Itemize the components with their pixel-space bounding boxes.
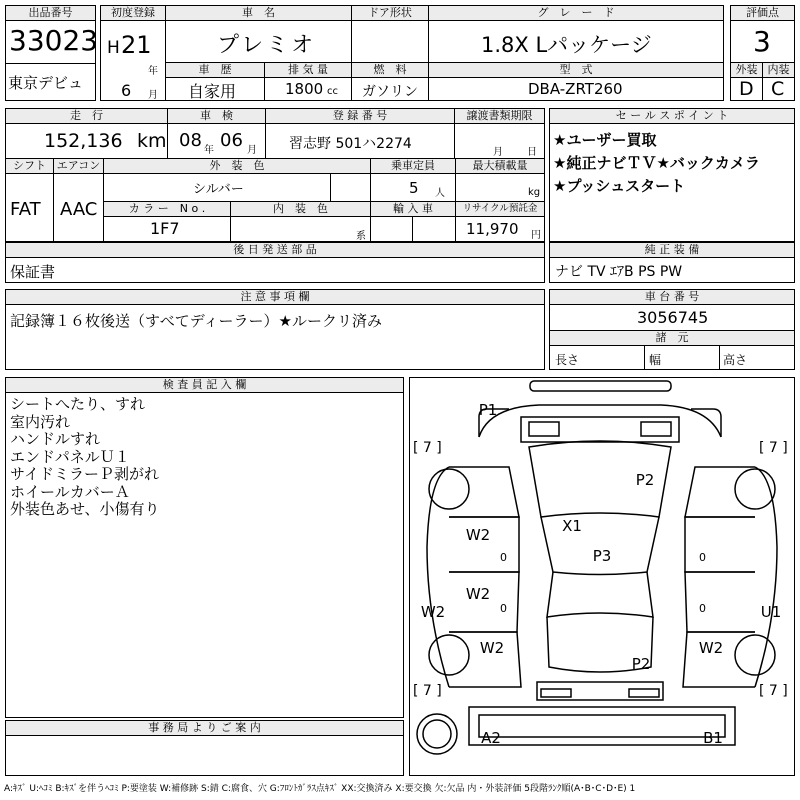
import-car-divider	[412, 216, 413, 242]
shift-label: シフト	[5, 158, 54, 174]
transfer-deadline-label: 譲渡書類期限	[454, 108, 545, 124]
color-number-label: カ ラ ー N o .	[103, 201, 231, 217]
import-car-label: 輸 入 車	[370, 201, 456, 217]
inspection-label: 車 検	[167, 108, 266, 124]
era-letter: H	[107, 38, 120, 58]
notes-label: 注 意 事 項 欄	[5, 289, 545, 305]
car-diagram	[409, 377, 795, 776]
zero-right-2: 0	[699, 602, 706, 615]
inspector-line-2: 室内汚れ	[10, 412, 71, 431]
zero-left-1: 0	[500, 551, 507, 564]
mark-p2-front: P2	[635, 471, 655, 489]
capacity-label: 乗車定員	[370, 158, 456, 174]
car-name-label: 車 名	[165, 5, 352, 21]
displacement-label: 排 気 量	[264, 62, 352, 78]
model-code: DBA-ZRT260	[528, 80, 623, 98]
inspection-year: 08	[179, 130, 202, 151]
inspector-line-7: 外装色あせ、小傷有り	[10, 500, 160, 518]
car-history-label: 車 歴	[165, 62, 265, 78]
parts-value: 保証書	[10, 263, 56, 281]
equipment-label: 純 正 装 備	[549, 242, 795, 258]
import-car-box	[370, 216, 456, 242]
mileage-label: 走 行	[5, 108, 168, 124]
chassis-number: 3056745	[637, 308, 709, 327]
inspector-line-5: サイドミラーＰ剥がれ	[10, 465, 159, 483]
sales-point-3: ★プッシュスタート	[553, 177, 686, 195]
sales-point-label: セ ー ル ス ポ イ ン ト	[549, 108, 795, 124]
exterior-color-divider	[330, 173, 331, 202]
year-unit: 年	[148, 66, 158, 77]
max-load-label: 最大積載量	[455, 158, 545, 174]
door-type-box	[351, 20, 429, 63]
air-conditioner: AAC	[60, 199, 98, 220]
shift: FAT	[10, 199, 41, 220]
door-type-label: ドア形状	[351, 5, 429, 21]
interior-color-box	[230, 216, 371, 242]
recycle-deposit-label: リサイクル預託金	[455, 201, 545, 217]
mark-p1: P1	[478, 401, 498, 419]
notes-value: 記録簿１６枚後送（すべてディーラー）★ルークリ済み	[10, 312, 382, 330]
dimensions-divider-1	[644, 345, 645, 370]
score-label: 評価点	[730, 5, 795, 21]
width-label: 幅	[649, 353, 662, 367]
car-name: プレミオ	[217, 33, 317, 58]
venue-name: 東京デビュ	[8, 74, 84, 92]
inspector-line-1: シートへたり、すれ	[10, 395, 146, 413]
transfer-day-unit: 日	[527, 147, 537, 158]
sales-point-2: ★純正ナビＴＶ★バックカメラ	[553, 154, 760, 172]
tire-depth-rear-right: [ 7 ]	[759, 683, 788, 699]
mark-w2-left-rear: W2	[465, 585, 491, 603]
interior-color-unit: 系	[356, 231, 366, 242]
inspection-year-unit: 年	[204, 145, 214, 156]
displacement: 1800	[285, 80, 324, 98]
parts-label: 後 日 発 送 部 品	[5, 242, 545, 258]
max-load-unit: kg	[528, 187, 541, 198]
transfer-month-unit: 月	[493, 147, 503, 158]
grade-label: グ レ ー ド	[428, 5, 724, 21]
capacity-unit: 人	[435, 188, 445, 199]
exterior-grade: D	[739, 78, 754, 100]
zero-left-2: 0	[500, 602, 507, 615]
chassis-label: 車 台 番 号	[549, 289, 795, 305]
inspector-line-6: ホイールカバーＡ	[10, 482, 130, 501]
mark-p2-rear: P2	[631, 655, 651, 673]
interior-grade: C	[771, 78, 785, 100]
inspection-month-unit: 月	[247, 145, 257, 156]
lot-number: 33023	[9, 24, 99, 57]
registration-year: 21	[121, 31, 152, 59]
inspector-line-3: ハンドルすれ	[10, 430, 101, 448]
tire-depth-front-right: [ 7 ]	[759, 440, 788, 456]
color-number: 1F7	[150, 219, 180, 238]
inspector-label: 検 査 員 記 入 欄	[5, 377, 404, 393]
mark-w2-right-lower: W2	[698, 639, 724, 657]
plate-number: 習志野 501ハ2274	[289, 136, 412, 152]
parts-box	[5, 257, 545, 283]
dimensions-label: 諸 元	[549, 330, 795, 346]
sales-point-1: ★ユーザー買取	[553, 131, 657, 149]
car-history: 自家用	[188, 82, 237, 101]
score: 3	[753, 25, 771, 58]
tire-depth-front-left: [ 7 ]	[413, 440, 442, 456]
grade: 1.8X Lパッケージ	[481, 33, 652, 57]
exterior-grade-label: 外装	[730, 62, 763, 78]
registration-month: 6	[121, 81, 132, 100]
mark-b1: B1	[703, 729, 723, 747]
recycle-deposit: 11,970	[466, 220, 519, 238]
office-box	[5, 735, 404, 776]
lot-number-label: 出品番号	[5, 5, 96, 21]
exterior-color-label: 外 装 色	[103, 158, 371, 174]
interior-color-label: 内 装 色	[230, 201, 371, 217]
mark-u1: U1	[760, 603, 782, 621]
mileage-unit: km	[137, 130, 167, 152]
recycle-deposit-unit: 円	[531, 230, 541, 241]
mark-p3: P3	[592, 547, 612, 565]
inspector-line-4: エンドパネルＵ１	[10, 447, 130, 466]
mark-w2-left-lower: W2	[479, 639, 505, 657]
interior-grade-label: 内装	[762, 62, 795, 78]
month-unit: 月	[148, 90, 158, 101]
capacity: 5	[409, 179, 419, 197]
exterior-color: シルバー	[193, 182, 244, 197]
legend: A:ｷｽﾞ U:ﾍｺﾐ B:ｷｽﾞを伴うﾍｺﾐ P:要塗装 W:補修跡 S:錆 C:腐食、穴 G:ﾌﾛﾝﾄｶﾞﾗｽ点ｷｽﾞ XX:交換済み X:要交換 欠:欠品 内・外装評価 5段階ﾗﾝｸ順(A･B･C･D･E) 1	[4, 784, 636, 794]
equipment: ナビ TV ｴｱB PS PW	[555, 264, 683, 280]
mileage: 152,136	[44, 130, 123, 152]
mark-x1: X1	[562, 517, 582, 535]
inspection-month: 06	[220, 130, 243, 151]
model-label: 型 式	[428, 62, 724, 78]
tire-depth-rear-left: [ 7 ]	[413, 683, 442, 699]
dimensions-divider-2	[719, 345, 720, 370]
length-label: 長さ	[555, 353, 580, 367]
mark-w2-left-front: W2	[465, 526, 491, 544]
first-registration-label: 初度登録	[100, 5, 166, 21]
plate-label: 登 録 番 号	[265, 108, 455, 124]
mark-w2-left-side: W2	[420, 603, 446, 621]
mark-a2: A2	[481, 729, 501, 747]
height-label: 高さ	[723, 353, 748, 367]
dimensions-box	[549, 345, 795, 370]
office-label: 事 務 局 よ り ご 案 内	[5, 720, 404, 736]
fuel-label: 燃 料	[351, 62, 429, 78]
air-conditioner-label: エアコン	[53, 158, 104, 174]
displacement-unit: cc	[327, 86, 338, 97]
zero-right-1: 0	[699, 551, 706, 564]
fuel: ガソリン	[362, 84, 418, 100]
